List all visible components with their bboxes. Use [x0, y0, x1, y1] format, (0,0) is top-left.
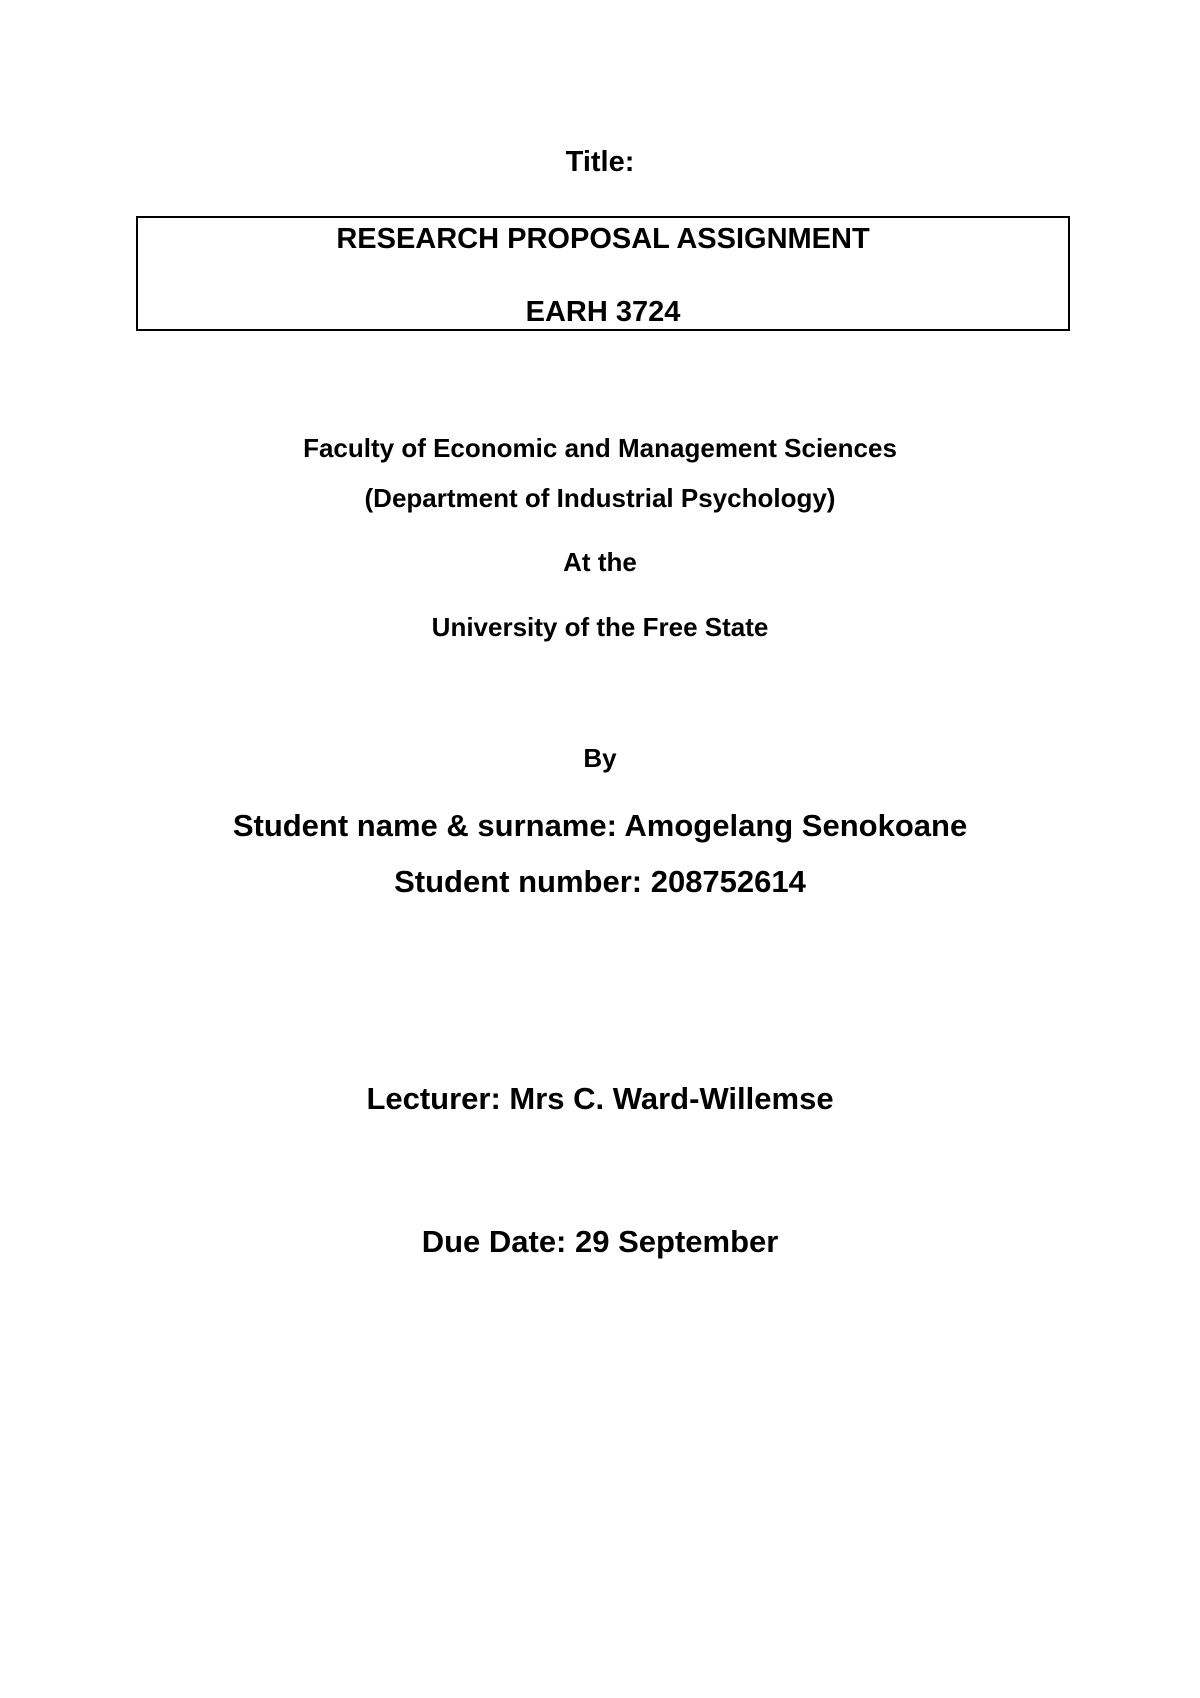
department-line: (Department of Industrial Psychology): [364, 483, 836, 513]
university-line: University of the Free State: [431, 612, 769, 642]
student-name: Student name & surname: Amogelang Senokoane: [232, 808, 968, 843]
faculty-line: Faculty of Economic and Management Sciences: [303, 433, 897, 463]
by-line: By: [583, 743, 617, 773]
title-box: [136, 216, 1070, 331]
module-code: EARH 3724: [525, 296, 681, 328]
student-number: Student number: 208752614: [394, 864, 806, 899]
assignment-title: RESEARCH PROPOSAL ASSIGNMENT: [336, 223, 870, 255]
title-label: Title:: [565, 146, 635, 178]
due-date-line: Due Date: 29 September: [421, 1224, 779, 1259]
at-the-line: At the: [563, 547, 637, 577]
lecturer-line: Lecturer: Mrs C. Ward-Willemse: [366, 1081, 834, 1116]
